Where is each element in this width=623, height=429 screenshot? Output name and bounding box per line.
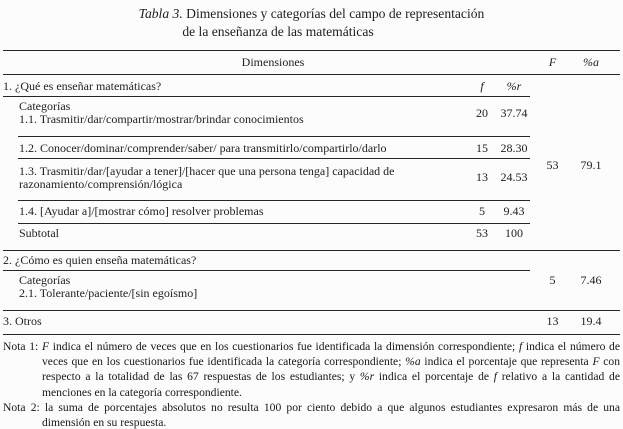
- note-1-symbol-f: f: [518, 340, 523, 353]
- row-cat-1-3-pct-r: 24.53: [500, 170, 528, 184]
- dim3-pct-a-value: 19.4: [580, 314, 602, 328]
- note-1-text: indica el porcentaje que representa: [420, 355, 593, 369]
- rule-under-cat-1-3: [18, 200, 530, 201]
- row-cat-1-3-label-line2: razonamiento/comprensión/lógica: [19, 177, 183, 191]
- row-cat-1-4-pct-r: 9.43: [503, 204, 525, 218]
- note-1-symbol-pct-r: %r: [359, 370, 375, 384]
- note-1-text: indica el porcentaje de: [374, 370, 494, 384]
- row-cat-2-1-label: 2.1. Tolerante/paciente/[sin egoísmo]: [19, 286, 198, 300]
- dim1-label: 1. ¿Qué es enseñar matemáticas?: [3, 79, 162, 93]
- note-1-text: relativo a la cantidad de menciones en la categoría correspondiente.: [42, 370, 620, 399]
- note-1-symbol-pct-a: %a: [405, 355, 421, 369]
- note-1-text: con respecto a la totalidad de las 67 respuestas de los estudiantes; y: [42, 355, 621, 384]
- dim1-categories-label: Categorías: [19, 99, 71, 113]
- note-2: [3, 400, 620, 429]
- column-header-F: F: [548, 55, 557, 69]
- dim2-F-value: 5: [549, 273, 556, 287]
- subtotal-f: 53: [476, 226, 488, 240]
- rule-under-cat-1-4: [18, 223, 530, 224]
- dim2-pct-a-value: 7.46: [580, 273, 602, 287]
- row-cat-1-2-label: 1.2. Conocer/dominar/comprender/saber/ para transmitirlo/compartirlo/darlo: [19, 141, 387, 155]
- column-header-pct-a: %a: [583, 55, 599, 69]
- rule-under-dim2: [3, 270, 530, 271]
- subtotal-pct-r: 100: [505, 226, 523, 240]
- row-cat-1-4-label: 1.4. [Ayudar a]/[mostrar cómo] resolver problemas: [19, 204, 264, 218]
- row-cat-1-3-f: 13: [476, 170, 488, 184]
- dim1-pct-a-value: 79.1: [580, 158, 602, 172]
- dim1-F-value: 53: [546, 158, 559, 172]
- table-title-text: Dimensiones y categorías del campo de representación: [182, 6, 485, 21]
- note-1-prefix: Nota 1:: [3, 340, 42, 353]
- row-cat-1-1-f: 20: [476, 106, 488, 120]
- rule-top: [3, 50, 620, 51]
- rule-under-cat-2-1: [3, 310, 620, 311]
- note-1-text: indica el número de veces que en los cuestionarios fue identificada la categoría correspondiente;: [42, 340, 620, 369]
- note-2-prefix: Nota 2:: [3, 400, 45, 414]
- subtotal-label: Subtotal: [19, 226, 60, 240]
- rule-under-dim1: [3, 96, 530, 97]
- rule-under-header: [3, 74, 620, 75]
- rule-under-cat-1-2: [18, 158, 530, 159]
- table-notes: [3, 339, 620, 429]
- table-title-line2: de la enseñanza de las matemáticas: [182, 24, 374, 39]
- note-1-symbol-f: f: [493, 370, 498, 384]
- note-1-symbol-F: F: [592, 355, 600, 369]
- row-cat-1-2-pct-r: 28.30: [500, 141, 528, 155]
- row-cat-1-3-label-line1: 1.3. Trasmitir/dar/[ayudar a tener]/[hacer que una persona tenga] capacidad de: [19, 164, 395, 178]
- table-number: Tabla 3.: [138, 6, 183, 21]
- dim3-F-value: 13: [546, 314, 559, 328]
- note-2-text: la suma de porcentajes absolutos no resulta 100 por ciento debido a que algunos estudiantes expresaron más de una dimensión en su respuesta.: [42, 400, 620, 429]
- dim1-subheader-f: f: [480, 79, 484, 93]
- table-title: [0, 6, 623, 22]
- dim1-subheader-pct-r: %r: [506, 79, 522, 93]
- dim2-categories-label: Categorías: [19, 273, 71, 287]
- column-header-dimensiones: Dimensiones: [241, 55, 305, 69]
- dim2-label: 2. ¿Cómo es quien enseña matemáticas?: [3, 253, 197, 267]
- dim3-label: 3. Otros: [3, 314, 42, 328]
- rule-bottom: [3, 334, 620, 335]
- note-1-text: indica el número de veces que en los cuestionarios fue identificada la dimensión correspondiente;: [49, 340, 519, 353]
- row-cat-1-1-label: 1.1. Trasmitir/dar/compartir/mostrar/brindar conocimientos: [19, 112, 304, 126]
- rule-under-subtotal: [3, 250, 620, 251]
- row-cat-1-1-pct-r: 37.74: [500, 106, 528, 120]
- row-cat-1-2-f: 15: [476, 141, 488, 155]
- note-1: [3, 339, 620, 400]
- note-1-symbol-F: F: [41, 340, 50, 353]
- rule-under-cat-1-1: [18, 136, 530, 137]
- row-cat-1-4-f: 5: [479, 204, 485, 218]
